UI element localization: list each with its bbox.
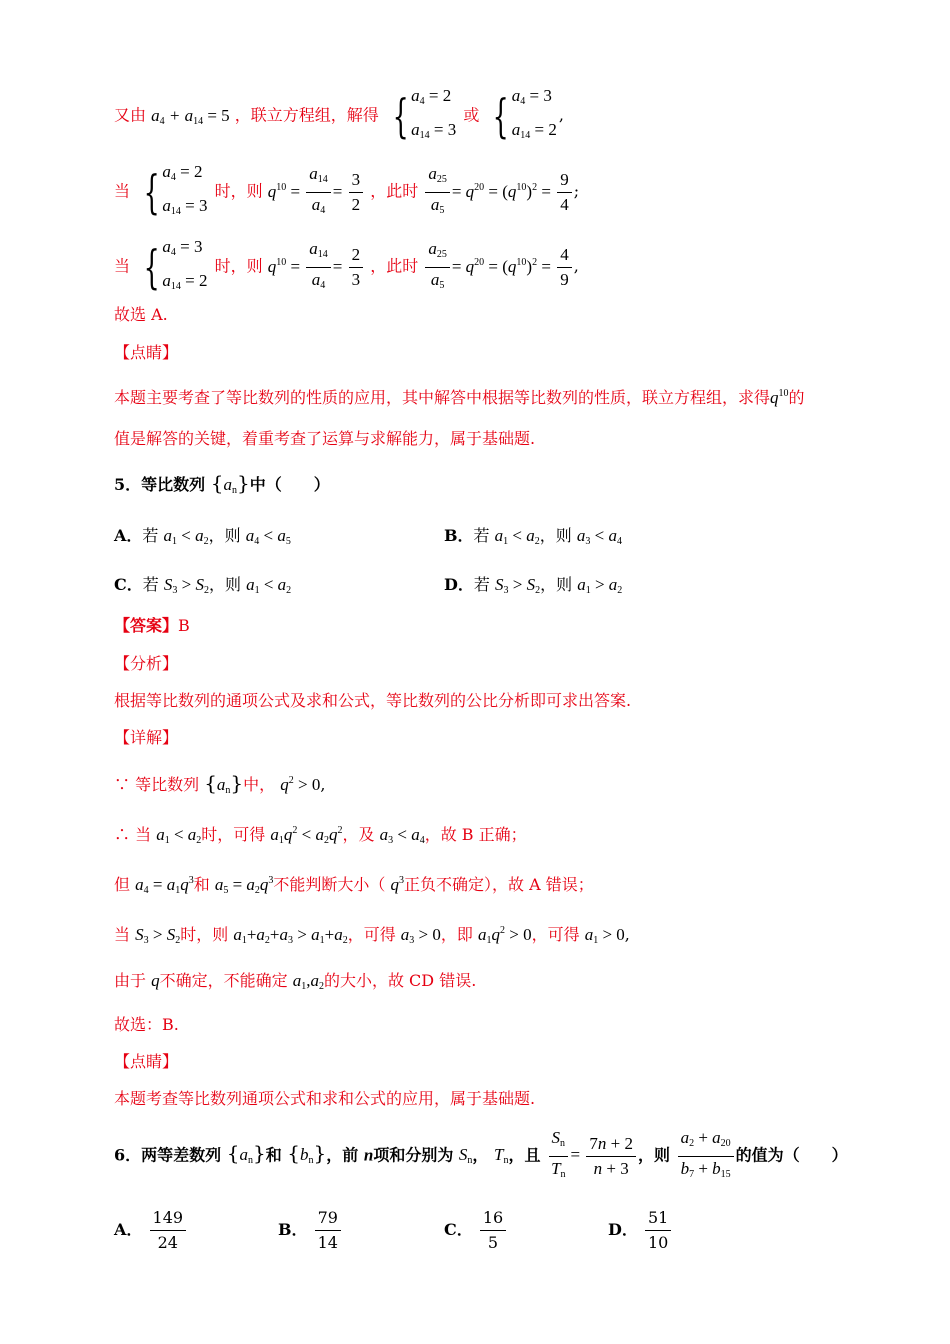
text: 当 <box>114 256 131 276</box>
text: ，则 <box>208 526 241 545</box>
fraction <box>480 1208 506 1253</box>
math: $\{b_n\}$ <box>287 1141 327 1167</box>
text: 若 <box>473 526 490 545</box>
math: $q^{10}$ = $\frac{a_{14}}{a_4}$ = $\frac{3}{2}$ <box>268 182 365 201</box>
text: 项和分别为 <box>373 1145 454 1165</box>
denominator: 5 <box>487 1233 499 1252</box>
q5-option-a[interactable] <box>114 523 291 547</box>
fraction <box>150 1208 187 1253</box>
text: 若 <box>473 575 490 594</box>
option-label: C． <box>114 575 143 594</box>
text: 若 <box>142 575 159 594</box>
q6-option-a[interactable] <box>114 1208 188 1253</box>
math: $a_4 < a_5$ <box>245 526 291 547</box>
q5-detail-line-1: ∵ 等比数列 $\{a_n\}$中， $q^2 > 0$, <box>114 771 326 796</box>
text: 或 <box>463 105 480 125</box>
q5-detail-line-3 <box>114 870 594 902</box>
math: $q^{10}$ <box>770 388 789 407</box>
math: $S_n$ <box>458 1145 473 1167</box>
text: ，可得 <box>531 925 580 944</box>
numerator: 16 <box>480 1208 506 1231</box>
text: 当 <box>114 181 131 201</box>
equation-system: { $a_4 = 3$ $a_{14} = 2$ <box>143 237 208 294</box>
math: $a_1,a_2$ <box>292 971 324 992</box>
text: ，及 <box>342 825 375 844</box>
math: $a_3 < a_4$ <box>576 526 622 547</box>
math: $a_3 < a_4$ <box>379 825 425 846</box>
denominator: 14 <box>317 1233 338 1252</box>
math: $q^3$ <box>390 875 405 894</box>
equation-system: { $a_4 = 2$ $a_{14} = 3$ <box>143 162 208 219</box>
text: ，此时 <box>370 181 419 201</box>
text: 时，则 <box>214 256 263 276</box>
text: 但 <box>114 875 131 894</box>
text: ，且 <box>508 1145 541 1165</box>
option-label: D． <box>444 575 474 594</box>
math: $a_1 > 0$ <box>584 925 625 946</box>
text: ，故 B 正确； <box>424 825 527 844</box>
text: ，则 <box>208 575 241 594</box>
numerator: 149 <box>150 1208 187 1231</box>
math: $T_n$ <box>494 1145 509 1167</box>
solution-line-3: 当 { $a_4 = 3$ $a_{14} = 2$ 时，则 $q^{10}$ = $\frac{a_{14}}{a_4}$ = $\frac{2}{3}$ ，此时 $\frac{a_{25}}{a_5}$ = $q^{20} = (q^{10})^2$ = $\frac{4}{9}$ , <box>114 233 579 301</box>
option-label: D． <box>608 1220 638 1239</box>
q5-detail-line-5 <box>114 970 476 998</box>
math: $\frac{S_n}{T_n}$ = $\frac{7n + 2}{n + 3}$ <box>546 1145 638 1164</box>
q5-option-b[interactable] <box>444 523 622 547</box>
q6-option-d[interactable] <box>608 1208 673 1253</box>
math: $a_1 < a_2$ <box>494 526 540 547</box>
q5-analysis-heading: 【分析】 <box>114 654 179 673</box>
q5-dianjing-text: 本题考查等比数列通项公式和求和公式的应用，属于基础题. <box>114 1089 536 1108</box>
text: ，前 <box>326 1145 359 1165</box>
answer-heading: 【答案】 <box>114 616 179 635</box>
equation-system: { $a_4 = 2$ $a_{14} = 3$ <box>392 86 457 143</box>
dianjing-heading-1: 【点睛】 <box>114 343 179 362</box>
fraction <box>645 1208 671 1253</box>
text: 和 <box>265 1145 282 1165</box>
numerator: 79 <box>315 1208 341 1231</box>
q6-option-b[interactable] <box>278 1208 343 1253</box>
dianjing-text-1c: 值是解答的关键，着重考查了运算与求解能力，属于基础题. <box>114 429 536 448</box>
math: $q^{10}$ = $\frac{a_{14}}{a_4}$ = $\frac{2}{3}$ <box>268 257 365 276</box>
q5-option-d[interactable] <box>444 572 622 596</box>
math: $a_4 + a_{14} = 5$ <box>151 105 230 127</box>
question-number: 5． <box>114 475 142 494</box>
question-number: 6． <box>114 1145 142 1165</box>
option-label: C． <box>444 1220 473 1239</box>
text: ∵ 等比数列 <box>114 775 200 794</box>
text: 时，则 <box>214 181 263 201</box>
math-n: n <box>363 1145 374 1165</box>
text: 本题主要考查了等比数列的性质的应用，其中解答中根据等比数列的性质，联立方程组，求得 <box>114 388 771 407</box>
text: 正负不确定），故 A 错误； <box>404 875 594 894</box>
text: ，此时 <box>370 256 419 276</box>
text: 两等差数列 <box>141 1145 222 1165</box>
math: $\{a_n\}$ <box>226 1141 266 1167</box>
q5-option-c[interactable] <box>114 572 291 596</box>
text: 的值为（ ） <box>735 1145 848 1165</box>
q5-detail-line-4: 当 $S_3 > S_2$时，则 $a_1+a_2+a_3 > a_1+a_2$，可得 $a_3 > 0$，即 $a_1q^2 > 0$，可得 $a_1 > 0$, <box>114 925 630 946</box>
text: 当 <box>114 925 131 944</box>
solution-line-1: 又由 $a_4 + a_{14} = 5$ ，联立方程组，解得 { $a_4 = 2$ $a_{14} = 3$ 或 { $a_4 = 3$ $a_{14} = 2$ , <box>114 82 564 150</box>
math: $a_1q^2 > 0$ <box>478 925 532 946</box>
option-label: A． <box>114 1220 143 1239</box>
equation-system: { $a_4 = 3$ $a_{14} = 2$ <box>493 86 557 143</box>
denominator: 10 <box>647 1233 669 1252</box>
text: 中， <box>243 775 276 794</box>
numerator: 51 <box>645 1208 671 1231</box>
q5-conclusion: 故选：B. <box>114 1015 179 1034</box>
fraction <box>315 1208 341 1253</box>
text: ，即 <box>440 925 473 944</box>
text: 时，则 <box>180 925 229 944</box>
text: 由于 <box>114 971 147 990</box>
text: ，可得 <box>347 925 396 944</box>
math: $a_1 < a_2$ <box>156 825 202 846</box>
math: $\frac{a_{25}}{a_5}$ = $q^{20} = (q^{10})^2$ = $\frac{4}{9}$ <box>423 257 573 276</box>
text: ，联立方程组，解得 <box>234 105 379 125</box>
text: ，则 <box>540 575 573 594</box>
answer-value: B <box>178 616 190 635</box>
text: 不能判断大小（ <box>273 875 386 894</box>
math: $a_1+a_2+a_3 > a_1+a_2$ <box>233 925 348 946</box>
q6-option-c[interactable] <box>444 1208 508 1253</box>
math: $\{a_n\}$ <box>210 471 250 496</box>
dianjing-text-1a <box>114 383 805 409</box>
q5-analysis-text: 根据等比数列的通项公式及求和公式，等比数列的公比分析即可求出答案. <box>114 691 632 710</box>
math: $S_3 > S_2$ <box>135 925 181 946</box>
math: $\frac{a_2 + a_{20}}{b_7 + b_{15}}$ <box>676 1145 736 1164</box>
q5-dianjing-heading: 【点睛】 <box>114 1052 179 1071</box>
math: $q^2 > 0$ <box>280 775 321 794</box>
text: ∴ 当 <box>114 825 152 844</box>
math: $a_4 = a_1q^3$ <box>135 875 194 896</box>
math: $a_1q^2 < a_2q^2$ <box>270 825 343 846</box>
text: 的大小，故 CD 错误. <box>323 971 477 990</box>
text: 时，可得 <box>201 825 266 844</box>
text: 和 <box>193 875 210 894</box>
math: $a_1 < a_2$ <box>246 575 292 596</box>
text: ，则 <box>539 526 572 545</box>
math: $a_3 > 0$ <box>400 925 441 946</box>
text: 不确定，不能确定 <box>159 971 288 990</box>
math: $S_3 > S_2$ <box>495 575 541 596</box>
math: $a_5 = a_2q^3$ <box>214 875 274 896</box>
q6-stem: 6．两等差数列 $\{a_n\}$和 $\{b_n\}$，前 n项和分别为 $S_n$， $T_n$，且 $\frac{S_n}{T_n}$ = $\frac{7n + 2}{n + 3}$ ，则 $\frac{a_2 + a_{20}}{b_7 + b_{15}}$ 的值为（ ） <box>114 1128 848 1180</box>
solution-line-2: 当 { $a_4 = 2$ $a_{14} = 3$ 时，则 $q^{10}$ = $\frac{a_{14}}{a_4}$ = $\frac{3}{2}$ ，此时 $\frac{a_{25}}{a_5}$ = $q^{20} = (q^{10})^2$ = $\frac{9}{4}$ ; <box>114 158 579 226</box>
math: $S_3 > S_2$ <box>163 575 209 596</box>
text: 等比数列 <box>141 475 206 494</box>
text: 又由 <box>114 105 147 125</box>
q5-detail-line-2 <box>114 820 527 852</box>
text: ，则 <box>637 1145 670 1165</box>
text: 的 <box>788 388 805 407</box>
option-label: B． <box>444 526 474 545</box>
math: $\{a_n\}$ <box>204 771 244 796</box>
math: q <box>151 971 160 990</box>
q5-detail-heading: 【详解】 <box>114 728 179 747</box>
option-label: A． <box>114 526 143 545</box>
text: 若 <box>142 526 159 545</box>
q5-answer <box>114 615 190 637</box>
option-label: B． <box>278 1220 308 1239</box>
solution-conclusion: 故选 A. <box>114 305 168 324</box>
q5-stem <box>114 472 330 502</box>
math: $a_1 < a_2$ <box>163 526 209 547</box>
text: 中（ ） <box>249 475 330 494</box>
math: $a_1 > a_2$ <box>577 575 623 596</box>
denominator: 24 <box>157 1233 178 1252</box>
math: $\frac{a_{25}}{a_5}$ = $q^{20} = (q^{10})^2$ = $\frac{9}{4}$ <box>423 182 573 201</box>
